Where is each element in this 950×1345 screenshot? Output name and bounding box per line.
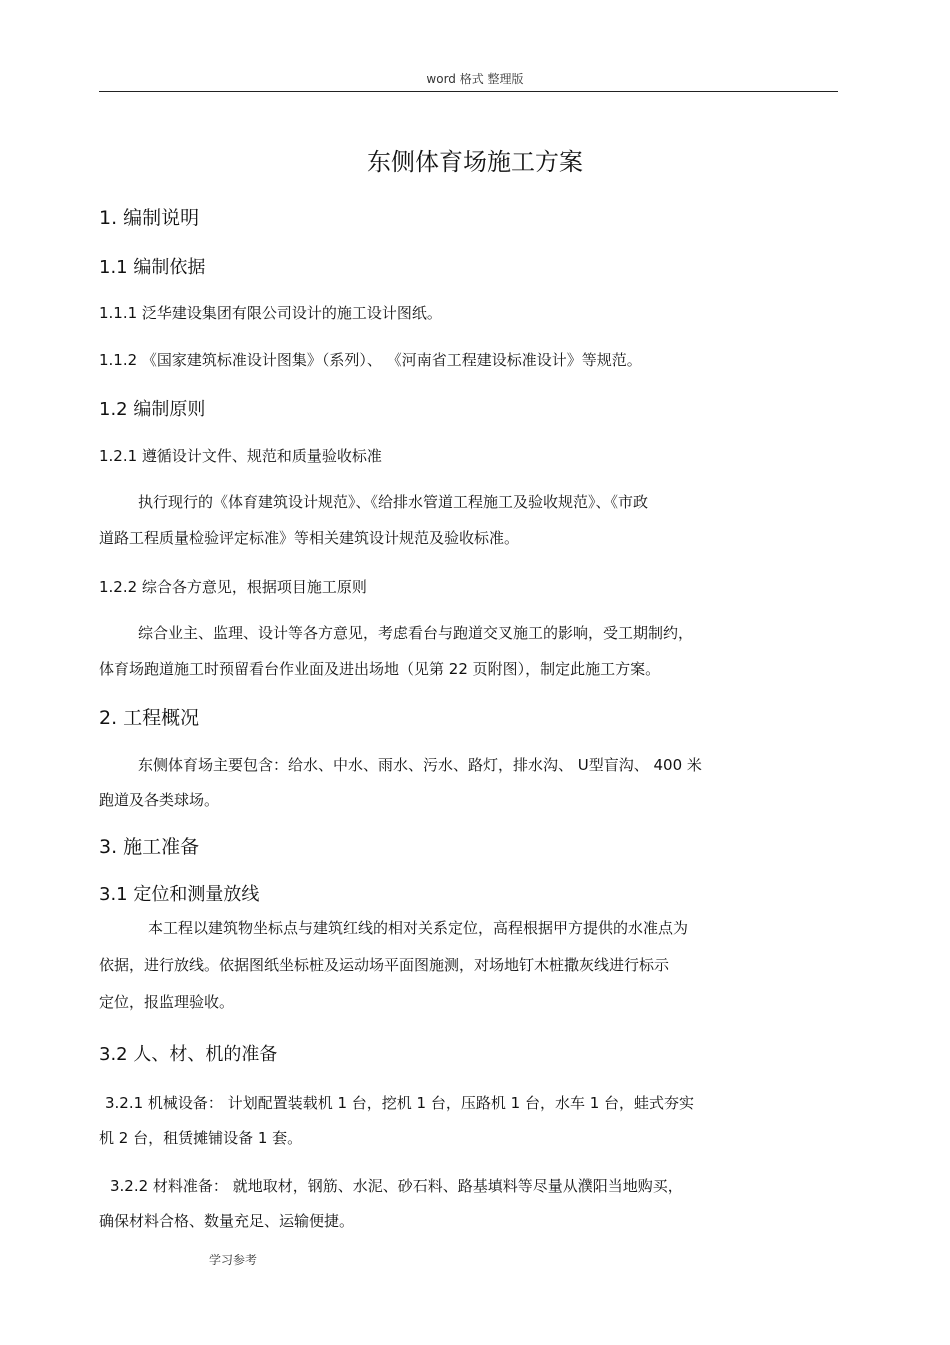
paragraph-line: 体育场跑道施工时预留看台作业面及进出场地（见第 22 页附图），制定此施工方案。 <box>99 660 661 678</box>
section-1-2-1-heading: 1.2.1 遵循设计文件、规范和质量验收标准 <box>99 447 382 465</box>
list-item: 1.1.1 泛华建设集团有限公司设计的施工设计图纸。 <box>99 304 442 322</box>
paragraph-line: 综合业主、监理、设计等各方意见，考虑看台与跑道交叉施工的影响，受工期制约， <box>138 624 694 642</box>
paragraph-line: 跑道及各类球场。 <box>99 791 220 809</box>
list-item: 1.1.2 《国家建筑标准设计图集》（系列）、 《河南省工程建设标准设计》等规范。 <box>99 351 642 369</box>
section-3-2-heading: 3.2 人、材、机的准备 <box>99 1044 278 1065</box>
paragraph-line: 机 2 台，租赁摊铺设备 1 套。 <box>99 1129 303 1147</box>
section-3-heading: 3. 施工准备 <box>99 836 200 858</box>
section-1-2-heading: 1.2 编制原则 <box>99 399 206 420</box>
section-2-heading: 2. 工程概况 <box>99 707 200 729</box>
section-3-1-heading: 3.1 定位和测量放线 <box>99 884 260 905</box>
page-header: word 格式 整理版 <box>426 72 524 86</box>
section-1-1-heading: 1.1 编制依据 <box>99 257 206 278</box>
paragraph-line: 道路工程质量检验评定标准》等相关建筑设计规范及验收标准。 <box>99 529 520 547</box>
paragraph-line: 依据，进行放线。依据图纸坐标桩及运动场平面图施测，对场地钉木桩撒灰线进行标示 <box>99 956 670 974</box>
section-1-2-2-heading: 1.2.2 综合各方意见，根据项目施工原则 <box>99 578 367 596</box>
paragraph-line: 本工程以建筑物坐标点与建筑红线的相对关系定位，高程根据甲方提供的水准点为 <box>148 919 689 937</box>
header-divider <box>99 91 838 92</box>
section-1-heading: 1. 编制说明 <box>99 207 200 229</box>
paragraph-line: 东侧体育场主要包含：给水、中水、雨水、污水、路灯，排水沟、 U型盲沟、 400 米 <box>138 756 702 774</box>
paragraph-line: 定位，报监理验收。 <box>99 993 235 1011</box>
paragraph-line: 3.2.2 材料准备： 就地取材，钢筋、水泥、砂石料、路基填料等尽量从濮阳当地购买， <box>110 1177 683 1195</box>
paragraph-line: 确保材料合格、数量充足、运输便捷。 <box>99 1212 355 1230</box>
paragraph-line: 执行现行的《体育建筑设计规范》、《给排水管道工程施工及验收规范》、《市政 <box>138 493 649 511</box>
paragraph-line: 3.2.1 机械设备： 计划配置装载机 1 台，挖机 1 台，压路机 1 台，水车 1 台，蛙式夯实 <box>105 1094 695 1112</box>
page-footer: 学习参考 <box>209 1253 258 1267</box>
document-title: 东侧体育场施工方案 <box>367 148 583 176</box>
